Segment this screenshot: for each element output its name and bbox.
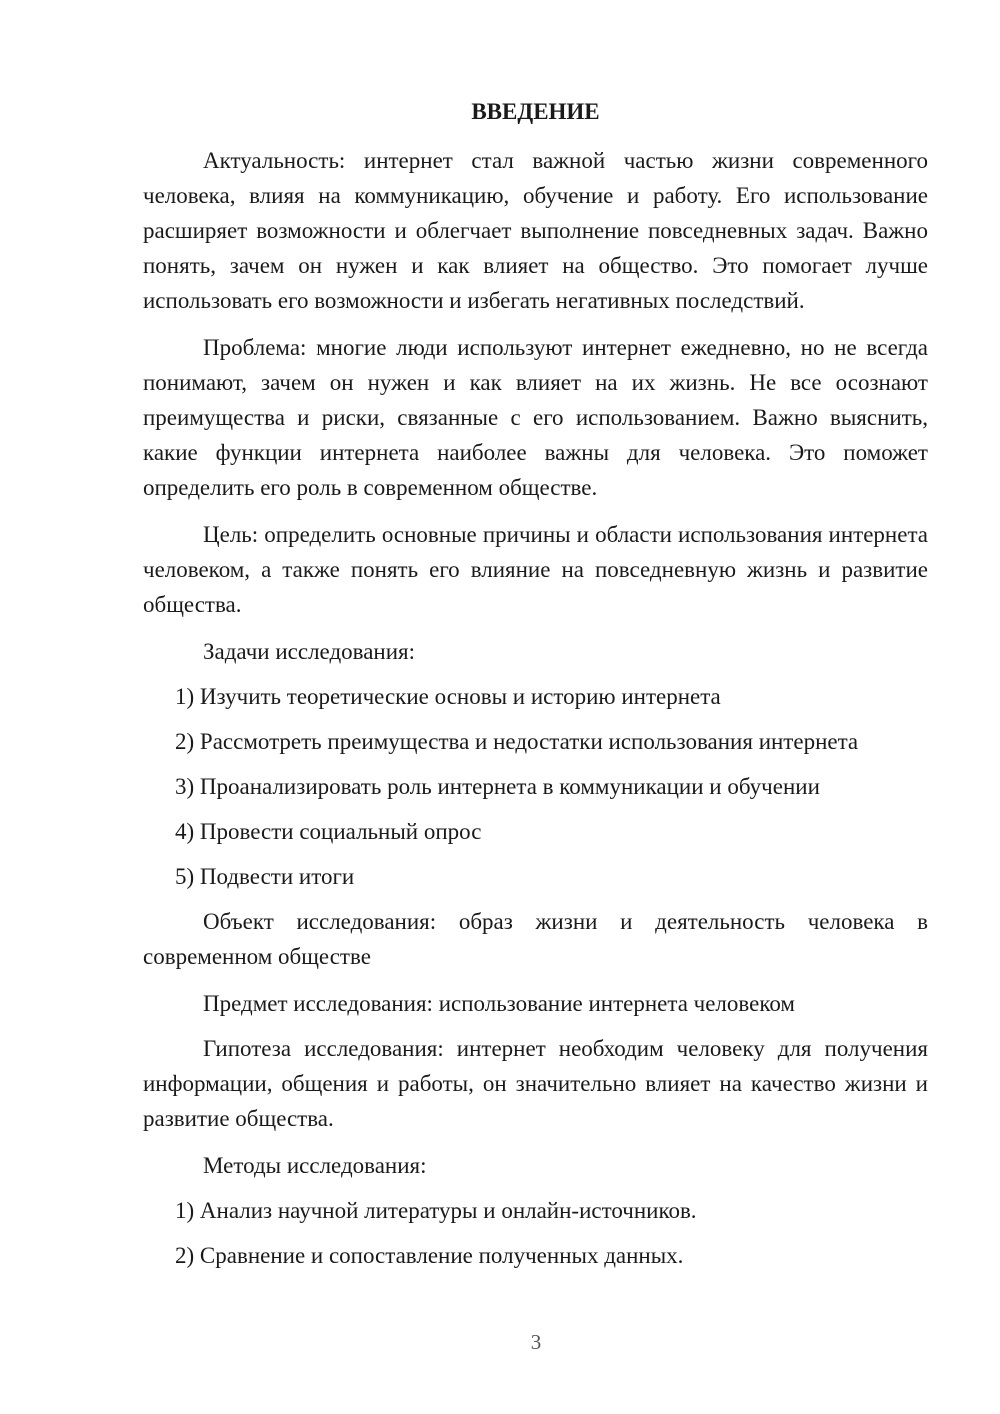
- goal-paragraph: Цель: определить основные причины и области использования интернета человеком, а также понять его влияние на повседневную жизнь и развитие общества.: [143, 522, 928, 617]
- document-body: [143, 94, 928, 1283]
- page-title: ВВЕДЕНИЕ: [471, 99, 600, 124]
- problem-paragraph: Проблема: многие люди используют интернет ежедневно, но не всегда понимают, зачем он нужен и как влияет на их жизнь. Не все осознают преимущества и риски, связанные с его использованием. Важно выяснить, какие функции интернета наиболее важны для человека. Это поможет определить его роль в современном обществе.: [143, 335, 928, 500]
- task-item: 5) Подвести итоги: [175, 864, 355, 889]
- task-item: 1) Изучить теоретические основы и историю интернета: [175, 684, 721, 709]
- task-item: 4) Провести социальный опрос: [175, 819, 482, 844]
- task-item: 2) Рассмотреть преимущества и недостатки использования интернета: [175, 729, 859, 754]
- method-item: 2) Сравнение и сопоставление полученных данных.: [175, 1243, 684, 1268]
- task-item: 3) Проанализировать роль интернета в коммуникации и обучении: [175, 774, 820, 799]
- relevance-paragraph: Актуальность: интернет стал важной частью жизни современного человека, влияя на коммуникацию, обучение и работу. Его использование расширяет возможности и облегчает выполнение повседневных задач. Важно понять, зачем он нужен и как влияет на общество. Это помогает лучше использовать его возможности и избегать негативных последствий.: [143, 148, 928, 313]
- hypothesis-paragraph: Гипотеза исследования: интернет необходим человеку для получения информации, общения и работы, он значительно влияет на качество жизни и развитие общества.: [143, 1036, 928, 1131]
- object-paragraph: Объект исследования: образ жизни и деятельность человека в современном обществе: [143, 909, 928, 969]
- subject-paragraph: Предмет исследования: использование интернета человеком: [203, 991, 795, 1016]
- tasks-heading: Задачи исследования:: [203, 639, 416, 664]
- page-number: 3: [530, 1330, 542, 1354]
- methods-heading: Методы исследования:: [203, 1153, 427, 1178]
- method-item: 1) Анализ научной литературы и онлайн-источников.: [175, 1198, 697, 1223]
